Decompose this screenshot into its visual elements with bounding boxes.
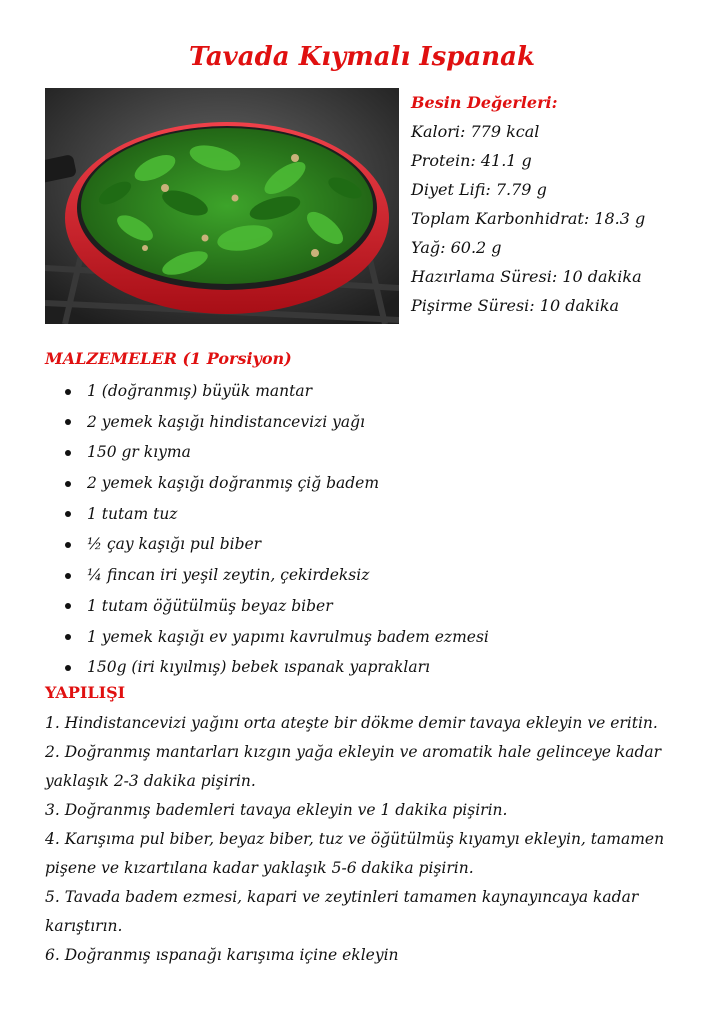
ingredient-text: 1 tutam tuz <box>87 504 178 523</box>
ingredients-list <box>45 376 685 683</box>
bullet-icon <box>65 481 71 487</box>
ingredient-text: 1 (doğranmış) büyük mantar <box>87 382 312 400</box>
nutrition-heading: Besin Değerleri: <box>411 93 558 112</box>
list-item <box>45 468 685 499</box>
nutrition-panel <box>411 88 711 320</box>
ingredient-text: ¼ fincan iri yeşil zeytin, çekirdeksiz <box>87 566 370 585</box>
list-item <box>45 622 685 653</box>
list-item <box>45 652 685 683</box>
nutrition-item: Kalori: 779 kcal <box>411 122 540 141</box>
ingredient-text: 2 yemek kaşığı hindistancevizi yağı <box>87 412 365 431</box>
recipe-title: Tavada Kıymalı Ispanak <box>188 42 536 72</box>
ingredients-heading: MALZEMELER (1 Porsiyon) <box>45 349 292 368</box>
step-line: 3. Doğranmış bademleri tavaya ekleyin ve 1 dakika pişirin. <box>45 801 508 819</box>
steps-body <box>45 709 685 970</box>
ingredient-text: 150g (iri kıyılmış) bebek ıspanak yaprakları <box>87 658 430 677</box>
bullet-icon <box>65 634 71 640</box>
list-item <box>45 376 685 407</box>
bullet-icon <box>65 665 71 671</box>
step-line: yaklaşık 2-3 dakika pişirin. <box>45 772 256 790</box>
bullet-icon <box>65 511 71 517</box>
steps-heading: YAPILIŞI <box>45 683 126 702</box>
step-line: 4. Karışıma pul biber, beyaz biber, tuz ve öğütülmüş kıyamyı ekleyin, tamamen <box>45 830 665 848</box>
bullet-icon <box>65 450 71 456</box>
list-item <box>45 591 685 622</box>
ingredient-text: 1 tutam öğütülmüş beyaz biber <box>87 596 333 615</box>
list-item <box>45 437 685 468</box>
bullet-icon <box>65 389 71 395</box>
step-line: pişene ve kızartılana kadar yaklaşık 5-6 dakika pişirin. <box>45 859 474 877</box>
step-line: 6. Doğranmış ıspanağı karışıma içine ekleyin <box>45 946 399 964</box>
list-item <box>45 529 685 560</box>
step-line: 2. Doğranmış mantarları kızgın yağa ekleyin ve aromatik hale gelinceye kadar <box>45 743 662 761</box>
ingredient-text: 1 yemek kaşığı ev yapımı kavrulmuş badem ezmesi <box>87 627 489 646</box>
recipe-photo <box>45 88 399 324</box>
bullet-icon <box>65 573 71 579</box>
bullet-icon <box>65 419 71 425</box>
ingredient-text: 150 gr kıyma <box>87 443 191 462</box>
bullet-icon <box>65 603 71 609</box>
list-item <box>45 407 685 438</box>
step-line: karıştırın. <box>45 917 123 935</box>
nutrition-item: Pişirme Süresi: 10 dakika <box>411 296 620 315</box>
ingredient-text: ½ çay kaşığı pul biber <box>87 535 262 554</box>
nutrition-item: Protein: 41.1 g <box>411 151 532 170</box>
step-line: 1. Hindistancevizi yağını orta ateşte bir dökme demir tavaya ekleyin ve eritin. <box>45 714 658 732</box>
nutrition-item: Hazırlama Süresi: 10 dakika <box>411 267 642 286</box>
list-item <box>45 560 685 591</box>
ingredient-text: 2 yemek kaşığı doğranmış çiğ badem <box>87 474 380 493</box>
bullet-icon <box>65 542 71 548</box>
nutrition-item: Yağ: 60.2 g <box>411 238 502 257</box>
nutrition-item: Diyet Lifi: 7.79 g <box>411 180 547 199</box>
nutrition-item: Toplam Karbonhidrat: 18.3 g <box>411 209 646 228</box>
step-line: 5. Tavada badem ezmesi, kapari ve zeytinleri tamamen kaynayıncaya kadar <box>45 888 639 906</box>
list-item <box>45 499 685 530</box>
